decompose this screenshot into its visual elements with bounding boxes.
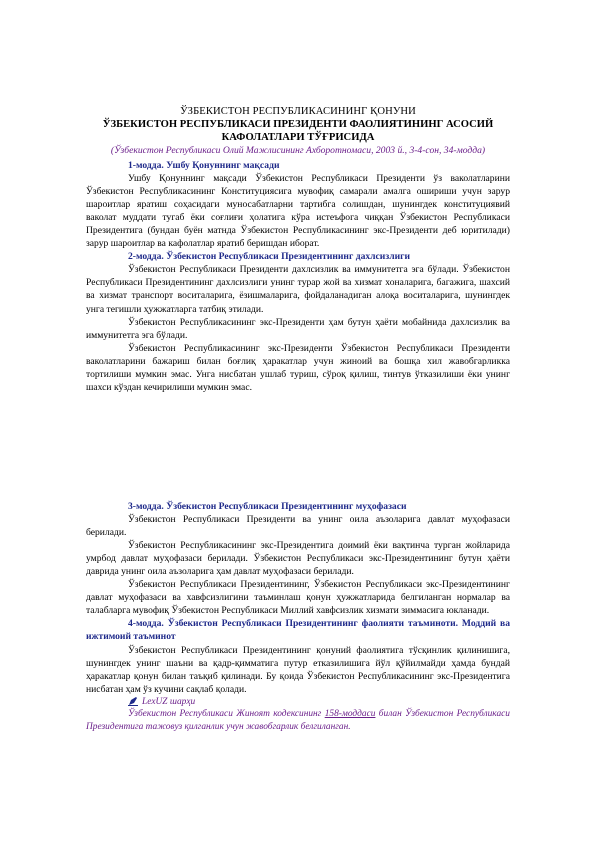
law-title-line-2: КАФОЛАТЛАРИ ТЎҒРИСИДА (221, 131, 375, 143)
pen-icon (128, 697, 138, 706)
article-3-paragraph-3: Ўзбекистон Республикаси Президентининг, Ўзбекистон Республикаси экс-Президентининг давлат муҳофазаси ва хавфсизлигини таъминлаш қонун ҳужжатларида белгиланган нормалар ва талабларга мувофиқ Ўзбекистон Республикаси Миллий хавфсизлик хизмати зиммасига юкланади. (86, 579, 510, 617)
article-3-heading[interactable]: 3-модда. Ўзбекистон Республикаси Президентининг муҳофазаси (128, 501, 407, 512)
article-3-paragraph-2: Ўзбекистон Республикасининг экс-Президентига доимий ёки вақтинча турган жойларида умрбод давлат муҳофазаси берилади. Ўзбекистон Республикаси экс-Президентининг бутун ҳаёти даврида унинг оила аъзоларига ҳам давлат муҳофазаси берилади. (86, 540, 510, 578)
article-1-paragraph-1: Ушбу Қонуннинг мақсади Ўзбекистон Республикаси Президенти ўз ваколатларини Ўзбекистон Республикасининг Конституциясига мувофиқ самарали амалга ошириши учун зарур шароитлар яратиш соҳасидаги муносабатларни тартибга солишдан, шунингдек конституциявий ваколат муддати тугаб ёки соғлиғи ҳолатига кўра истеъфога чиққан Ўзбекистон Республикаси Президентига (бундан буён матнда Ўзбекистон Республикасининг экс-Президенти деб юритилади) зарур шароитлар ва кафолатлар яратиб беришдан иборат. (86, 173, 510, 250)
article-1 (86, 159, 510, 394)
law-title-line-1: ЎЗБЕКИСТОН РЕСПУБЛИКАСИ ПРЕЗИДЕНТИ ФАОЛИЯТИНИНГ АСОСИЙ (102, 119, 494, 130)
article-2-heading[interactable]: 2-модда. Ўзбекистон Республикаси Президентининг дахлсизлиги (128, 251, 410, 263)
criminal-code-article-link[interactable]: 158-моддаси (324, 709, 376, 720)
lexuz-comment-text (86, 708, 510, 733)
article-1-heading[interactable]: 1-модда. Ушбу Қонуннинг мақсади (128, 160, 280, 171)
lexuz-comment-text-before: Ўзбекистон Республикаси Жиноят кодексининг (128, 709, 325, 720)
article-2-paragraph-3: Ўзбекистон Республикасининг экс-Президенти Ўзбекистон Республикаси Президенти ваколатларини бажариш билан боғлиқ ҳаракатлар учун жиноий ва бошқа хил жавобгарликка тортилиши мумкин эмас. Унга нисбатан ушлаб туриш, сўроқ қилиш, тинтув ўтказилиши ёки унинг шахси кўздан кечирилиши мумкин эмас. (86, 342, 510, 393)
lexuz-comment-text-after: билан Ўзбекистон Республикаси Президентига тажовуз қилганлик учун жавобгарлик белгиланган. (86, 709, 510, 732)
article-2-paragraph-1: Ўзбекистон Республикаси Президенти дахлсизлик ва иммунитетга эга бўлади. Ўзбекистон Республикаси Президентининг дахлсизлиги унинг турар жой ва хизмат хоналарига, багажига, шахсий ва хизмат транспорт воситаларига, ёзишмаларига, фойдаланадиган алоқа воситаларига, шунингдек унга тегишли ҳужжатларга татбиқ этилади. (86, 264, 510, 315)
lexuz-comment-label[interactable] (86, 696, 510, 709)
article-3 (86, 500, 510, 733)
law-type: ЎЗБЕКИСТОН РЕСПУБЛИКАСИНИНГ ҚОНУНИ (180, 106, 416, 117)
source-citation: (Ўзбекистон Республикаси Олий Мажлисининг Ахборотномаси, 2003 й., 3-4-сон, 34-модда) (110, 145, 486, 156)
lexuz-brand-label: LexUZ шарҳи (142, 696, 196, 707)
article-4-paragraph-1: Ўзбекистон Республикаси Президентининг қонуний фаолиятига тўсқинлик қилинишига, шунингдек унинг шаъни ва қадр-қимматига путур етказилишига йўл қўйилмайди ҳамда бундай ҳаракатлар қонун билан таъқиб қилинади. Бу қоида Ўзбекистон Республикасининг экс-Президентига нисбатан ҳам ўз кучини сақлаб қолади. (86, 644, 510, 695)
article-3-paragraph-1: Ўзбекистон Республикаси Президенти ва унинг оила аъзоларига давлат муҳофазаси берилади. (86, 514, 510, 539)
article-2-paragraph-2: Ўзбекистон Республикасининг экс-Президенти ҳам бутун ҳаёти мобайнида дахлсизлик ва иммунитетга эга бўлади. (86, 316, 510, 341)
article-4-heading[interactable]: 4-модда. Ўзбекистон Республикаси Президентининг фаолияти таъминоти. Моддий ва ижтимоий таъминот (86, 618, 510, 643)
law-title (0, 119, 596, 144)
